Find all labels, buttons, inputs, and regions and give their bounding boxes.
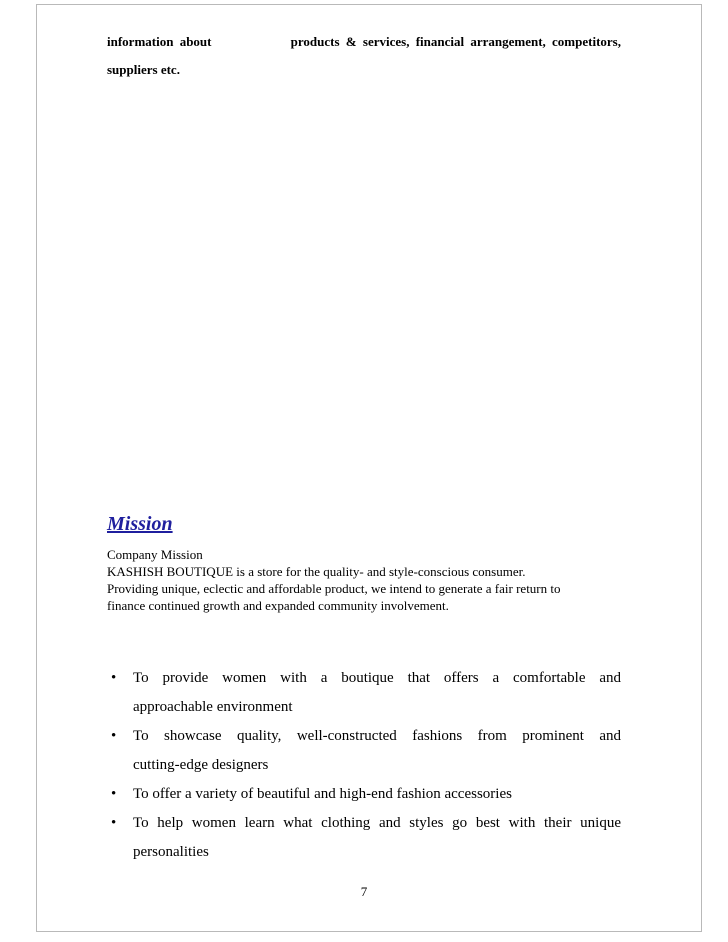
mission-goals-list	[107, 664, 621, 867]
mission-body	[107, 546, 627, 614]
intro-line-1	[107, 28, 621, 56]
list-item-text-continued: approachable environment	[133, 699, 293, 715]
mission-subheading: Company Mission	[107, 547, 203, 562]
mission-line: KASHISH BOUTIQUE is a store for the quality- and style-conscious consumer.	[107, 564, 526, 579]
page-number: 7	[360, 884, 368, 899]
intro-text-part-2: products & services, financial arrangement, competitors,	[290, 34, 621, 49]
list-item-text: To provide women with a boutique that offers a comfortable and	[133, 670, 621, 686]
list-item-text: To showcase quality, well-constructed fashions from prominent and	[133, 728, 621, 744]
list-item	[107, 809, 621, 867]
bullet-icon: •	[111, 815, 117, 831]
list-item	[107, 664, 621, 722]
mission-heading: Mission	[107, 513, 173, 535]
bullet-icon: •	[111, 728, 117, 744]
mission-line: Providing unique, eclectic and affordable product, we intend to generate a fair return to	[107, 581, 561, 596]
list-item-text-continued: cutting-edge designers	[133, 757, 269, 773]
intro-line-2: suppliers etc.	[107, 62, 180, 77]
bullet-icon: •	[111, 786, 117, 802]
bullet-icon: •	[111, 670, 117, 686]
list-item-text: To offer a variety of beautiful and high-end fashion accessories	[133, 786, 512, 802]
list-item	[107, 780, 621, 809]
list-item	[107, 722, 621, 780]
intro-text-part-1: information about	[107, 34, 212, 49]
mission-line: finance continued growth and expanded community involvement.	[107, 598, 449, 613]
list-item-text-continued: personalities	[133, 844, 209, 860]
list-item-text: To help women learn what clothing and styles go best with their unique	[133, 815, 621, 831]
intro-paragraph	[107, 28, 621, 84]
